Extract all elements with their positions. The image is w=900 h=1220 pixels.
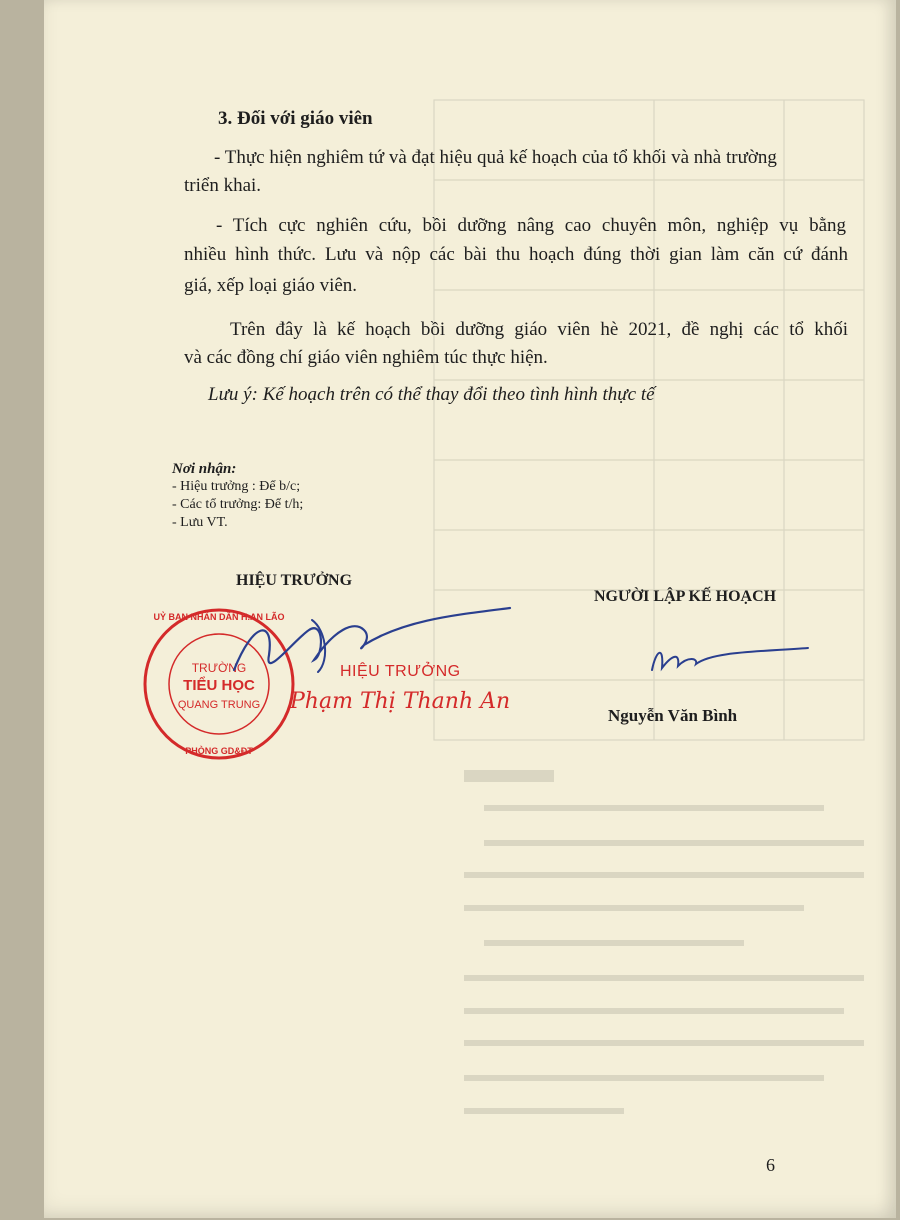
stamp-title: HIỆU TRƯỞNG bbox=[340, 663, 461, 680]
planner-title: NGƯỜI LẬP KẾ HOẠCH bbox=[594, 588, 777, 605]
principal-title: HIỆU TRƯỞNG bbox=[236, 572, 353, 589]
note-line bbox=[208, 382, 655, 407]
section-heading: 3. Đối với giáo viên bbox=[218, 108, 373, 129]
document-page bbox=[44, 0, 896, 1218]
svg-text:QUANG TRUNG: QUANG TRUNG bbox=[177, 699, 261, 711]
note-label: Lưu ý: bbox=[208, 384, 258, 405]
note-text: Kế hoạch trên có thể thay đổi theo tình hình thực tế bbox=[257, 384, 655, 405]
svg-text:UỶ BAN NHÂN DÂN H.AN LÃO: UỶ BAN NHÂN DÂN H.AN LÃO bbox=[153, 612, 285, 622]
recipient-item: - Lưu VT. bbox=[172, 515, 228, 530]
page-number: 6 bbox=[766, 1155, 775, 1175]
recipients-block bbox=[172, 460, 303, 532]
paragraph-1-line-2: triển khai. bbox=[184, 175, 262, 196]
paragraph-2-line-1: - Tích cực nghiên cứu, bồi dưỡng nâng cao chuyên môn, nghiệp vụ bằng bbox=[216, 215, 846, 236]
paragraph-3-line-1: Trên đây là kế hoạch bồi dưỡng giáo viên hè 2021, đề nghị các tổ khối bbox=[230, 319, 848, 340]
paragraph-3-line-2: và các đồng chí giáo viên nghiêm túc thực hiện. bbox=[184, 347, 548, 368]
planner-name: Nguyễn Văn Bình bbox=[608, 706, 738, 725]
stamp-name: Phạm Thị Thanh An bbox=[290, 689, 511, 714]
recipients-title: Nơi nhận: bbox=[172, 461, 237, 477]
paragraph-1-line-1: - Thực hiện nghiêm tứ và đạt hiệu quả kế hoạch của tổ khối và nhà trường bbox=[214, 147, 777, 168]
planner-signature-icon bbox=[642, 640, 812, 680]
svg-text:TIỂU HỌC: TIỂU HỌC bbox=[183, 677, 255, 694]
svg-text:PHÒNG GD&ĐT: PHÒNG GD&ĐT bbox=[185, 746, 253, 756]
recipient-item: - Các tổ trưởng: Để t/h; bbox=[172, 497, 304, 512]
svg-text:TRƯỜNG: TRƯỜNG bbox=[191, 661, 247, 675]
recipient-item: - Hiệu trưởng : Để b/c; bbox=[172, 479, 301, 494]
paragraph-2-line-2: nhiều hình thức. Lưu và nộp các bài thu hoạch đúng thời gian làm căn cứ đánh bbox=[184, 244, 848, 265]
paragraph-2-line-3: giá, xếp loại giáo viên. bbox=[184, 275, 358, 296]
